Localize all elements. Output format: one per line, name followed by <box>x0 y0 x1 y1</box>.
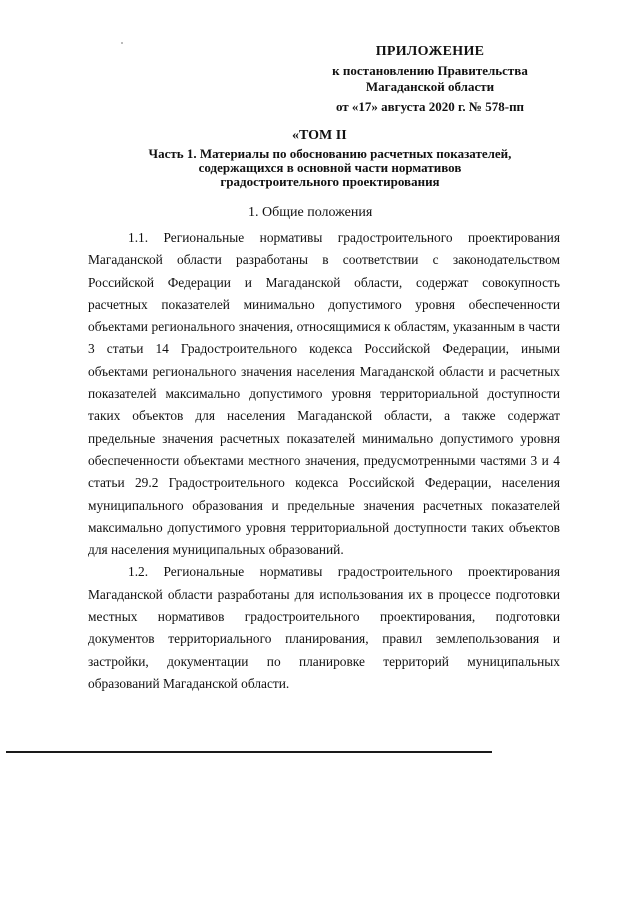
scan-speck <box>121 42 123 44</box>
paragraph-1-1: 1.1. Региональные нормативы градостроительного проектирования Магаданской области разработаны в соответствии с законодательством Российской Федерации и Магаданской области, содержат совокупность расчетных показателей минимально допустимого уровня обеспеченности объектами регионального значения, относящимися к областям, указанным в части 3 статьи 14 Градостроительного кодекса Российской Федерации, иными объектами регионального значения населения Магаданской области и расчетных показателей максимально допустимого уровня территориальной доступности таких объектов для населения Магаданской области, а также содержат предельные значения расчетных показателей минимально допустимого уровня обеспеченности объектами местного значения, предусмотренными частями 3 и 4 статьи 29.2 Градостроительного кодекса Российской Федерации, населения муниципального образования и предельные значения расчетных показателей максимально допустимого уровня территориальной доступности таких объектов для населения муниципальных образований. <box>88 230 560 558</box>
paragraph-1-2: 1.2. Региональные нормативы градостроительного проектирования Магаданской области разработаны для использования их в процессе подготовки местных нормативов градостроительного проектирования, подготовки документов территориального планирования, правил землепользования и застройки, документации по планировке территорий муниципальных образований Магаданской области. <box>88 564 560 691</box>
part-title-line-1: Часть 1. Материалы по обоснованию расчетных показателей, <box>148 146 512 161</box>
appendix-title: ПРИЛОЖЕНИЕ <box>375 44 485 59</box>
section-title: 1. Общие положения <box>248 205 373 220</box>
part-title-line-2: содержащихся в основной части нормативов <box>198 160 462 175</box>
part-title <box>100 147 560 189</box>
appendix-line-1: к постановлению Правительства <box>332 63 528 78</box>
part-title-line-3: градостроительного проектирования <box>220 174 440 189</box>
appendix-date: от «17» августа 2020 г. № 578-пп <box>335 99 525 114</box>
body-text <box>88 227 560 695</box>
volume-title: «ТОМ II <box>292 128 347 143</box>
appendix-header <box>300 44 560 115</box>
appendix-line-2: Магаданской области <box>365 79 495 94</box>
horizontal-rule <box>6 751 492 753</box>
